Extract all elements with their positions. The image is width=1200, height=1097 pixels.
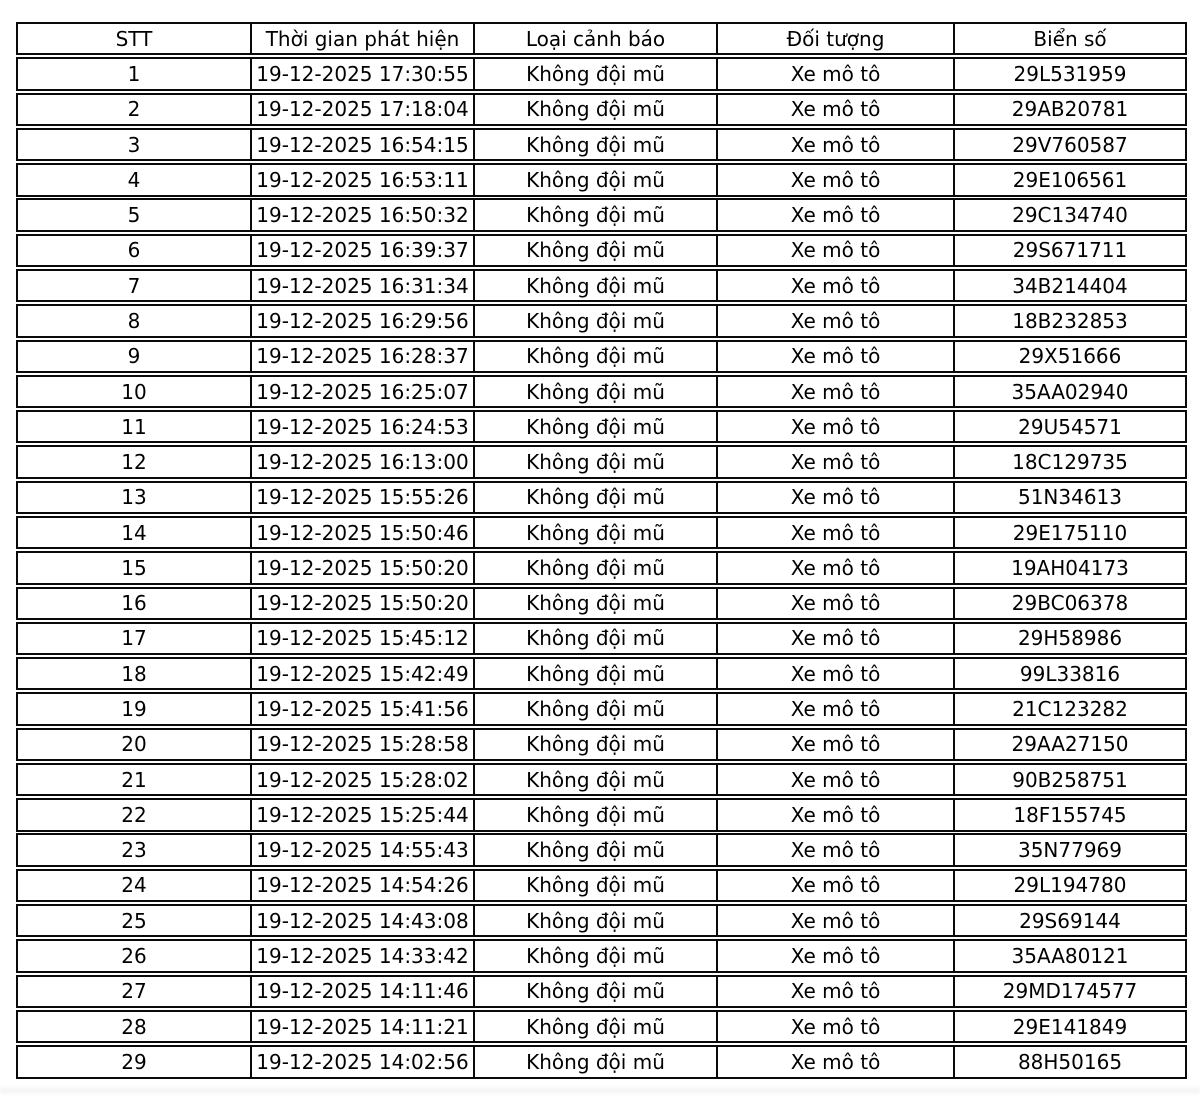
- cell-time: 19-12-2025 16:39:37: [252, 236, 475, 265]
- cell-plate: 88H50165: [1017, 1049, 1123, 1074]
- cell-time: 19-12-2025 15:42:49: [252, 659, 475, 688]
- cell-warning: Không đội mũ: [475, 59, 718, 88]
- cell-plate: 29BC06378: [1011, 591, 1129, 616]
- cell-warning: Không đội mũ: [475, 977, 718, 1006]
- table-row: [16, 234, 1187, 267]
- cell-object: Xe mô tô: [718, 1047, 955, 1076]
- cell-stt: 18: [18, 659, 252, 688]
- cell-warning: Không đội mũ: [475, 1047, 718, 1076]
- cell-time: 19-12-2025 17:30:55: [252, 59, 475, 88]
- cell-warning: Không đội mũ: [475, 553, 718, 582]
- table-row: [16, 163, 1187, 196]
- cell-plate: 29AB20781: [1011, 97, 1129, 122]
- cell-time: 19-12-2025 15:25:44: [252, 800, 475, 829]
- header-warning: Loại cảnh báo: [475, 24, 718, 53]
- cell-plate: 99L33816: [1019, 661, 1121, 686]
- cell-stt: 5: [18, 200, 252, 229]
- table-row: [16, 57, 1187, 90]
- cell-warning: Không đội mũ: [475, 1012, 718, 1041]
- cell-warning: Không đội mũ: [475, 306, 718, 335]
- cell-time: 19-12-2025 16:29:56: [252, 306, 475, 335]
- violation-table-page: [16, 22, 1187, 1080]
- cell-warning: Không đội mũ: [475, 730, 718, 759]
- cell-plate: 35N77969: [1017, 838, 1123, 863]
- cell-plate: 29E141849: [1012, 1014, 1128, 1039]
- cell-time: 19-12-2025 17:18:04: [252, 95, 475, 124]
- cell-time: 19-12-2025 16:24:53: [252, 412, 475, 441]
- table-row: [16, 128, 1187, 161]
- cell-object: Xe mô tô: [718, 659, 955, 688]
- table-row: [16, 516, 1187, 549]
- cell-object: Xe mô tô: [718, 483, 955, 512]
- table-header-row: [16, 22, 1187, 55]
- cell-warning: Không đội mũ: [475, 624, 718, 653]
- table-row: [16, 304, 1187, 337]
- cell-object: Xe mô tô: [718, 130, 955, 159]
- cell-plate: 51N34613: [1017, 485, 1123, 510]
- cell-warning: Không đội mũ: [475, 165, 718, 194]
- cell-stt: 22: [18, 800, 252, 829]
- cell-plate: 29V760587: [1012, 132, 1128, 157]
- cell-time: 19-12-2025 14:55:43: [252, 835, 475, 864]
- cell-plate: 29U54571: [1018, 414, 1122, 439]
- violations-table: [16, 22, 1187, 1079]
- cell-warning: Không đội mũ: [475, 906, 718, 935]
- cell-plate: 29MD174577: [1002, 979, 1138, 1004]
- table-row: [16, 763, 1187, 796]
- cell-time: 19-12-2025 14:11:21: [252, 1012, 475, 1041]
- cell-time: 19-12-2025 14:02:56: [252, 1047, 475, 1076]
- cell-object: Xe mô tô: [718, 694, 955, 723]
- cell-plate: 21C123282: [1012, 697, 1128, 722]
- cell-object: Xe mô tô: [718, 871, 955, 900]
- cell-time: 19-12-2025 16:31:34: [252, 271, 475, 300]
- cell-plate: 19AH04173: [1011, 555, 1129, 580]
- table-row: [16, 1045, 1187, 1078]
- cell-warning: Không đội mũ: [475, 271, 718, 300]
- cell-object: Xe mô tô: [718, 800, 955, 829]
- table-body: [16, 57, 1187, 1078]
- cell-stt: 14: [18, 518, 252, 547]
- cell-stt: 24: [18, 871, 252, 900]
- cell-object: Xe mô tô: [718, 271, 955, 300]
- cell-time: 19-12-2025 15:45:12: [252, 624, 475, 653]
- cell-plate: 29S671711: [1012, 238, 1128, 263]
- cell-stt: 12: [18, 447, 252, 476]
- cell-plate: 29L194780: [1013, 873, 1127, 898]
- cell-time: 19-12-2025 14:11:46: [252, 977, 475, 1006]
- cell-object: Xe mô tô: [718, 95, 955, 124]
- cell-warning: Không đội mũ: [475, 800, 718, 829]
- header-stt: STT: [18, 24, 252, 53]
- cell-warning: Không đội mũ: [475, 377, 718, 406]
- cell-time: 19-12-2025 15:28:02: [252, 765, 475, 794]
- cell-object: Xe mô tô: [718, 518, 955, 547]
- table-row: [16, 798, 1187, 831]
- cell-warning: Không đội mũ: [475, 236, 718, 265]
- cell-stt: 13: [18, 483, 252, 512]
- bottom-scan-artifact: [0, 1088, 1200, 1093]
- table-row: [16, 692, 1187, 725]
- table-row: [16, 410, 1187, 443]
- cell-warning: Không đội mũ: [475, 589, 718, 618]
- cell-stt: 4: [18, 165, 252, 194]
- cell-warning: Không đội mũ: [475, 483, 718, 512]
- cell-object: Xe mô tô: [718, 447, 955, 476]
- table-row: [16, 375, 1187, 408]
- cell-stt: 3: [18, 130, 252, 159]
- cell-object: Xe mô tô: [718, 977, 955, 1006]
- cell-time: 19-12-2025 15:28:58: [252, 730, 475, 759]
- table-row: [16, 657, 1187, 690]
- table-row: [16, 622, 1187, 655]
- table-row: [16, 1010, 1187, 1043]
- header-time: Thời gian phát hiện: [252, 24, 475, 53]
- cell-time: 19-12-2025 16:53:11: [252, 165, 475, 194]
- cell-object: Xe mô tô: [718, 165, 955, 194]
- cell-plate: 29E106561: [1012, 167, 1128, 192]
- cell-stt: 17: [18, 624, 252, 653]
- cell-plate: 18B232853: [1012, 308, 1128, 333]
- cell-time: 19-12-2025 16:28:37: [252, 342, 475, 371]
- cell-plate: 18F155745: [1013, 802, 1127, 827]
- cell-object: Xe mô tô: [718, 236, 955, 265]
- cell-stt: 11: [18, 412, 252, 441]
- cell-warning: Không đội mũ: [475, 518, 718, 547]
- cell-stt: 26: [18, 941, 252, 970]
- cell-plate: 29AA27150: [1011, 732, 1129, 757]
- cell-stt: 10: [18, 377, 252, 406]
- cell-warning: Không đội mũ: [475, 694, 718, 723]
- cell-time: 19-12-2025 15:50:46: [252, 518, 475, 547]
- cell-object: Xe mô tô: [718, 377, 955, 406]
- cell-stt: 6: [18, 236, 252, 265]
- cell-time: 19-12-2025 14:54:26: [252, 871, 475, 900]
- cell-stt: 19: [18, 694, 252, 723]
- cell-stt: 1: [18, 59, 252, 88]
- cell-object: Xe mô tô: [718, 412, 955, 441]
- cell-plate: 18C129735: [1012, 450, 1128, 475]
- cell-warning: Không đội mũ: [475, 447, 718, 476]
- cell-object: Xe mô tô: [718, 906, 955, 935]
- cell-warning: Không đội mũ: [475, 95, 718, 124]
- cell-object: Xe mô tô: [718, 1012, 955, 1041]
- table-row: [16, 340, 1187, 373]
- cell-time: 19-12-2025 15:41:56: [252, 694, 475, 723]
- cell-object: Xe mô tô: [718, 553, 955, 582]
- table-row: [16, 93, 1187, 126]
- cell-stt: 2: [18, 95, 252, 124]
- cell-object: Xe mô tô: [718, 835, 955, 864]
- cell-time: 19-12-2025 15:50:20: [252, 589, 475, 618]
- cell-plate: 90B258751: [1012, 767, 1128, 792]
- cell-stt: 29: [18, 1047, 252, 1076]
- cell-stt: 21: [18, 765, 252, 794]
- cell-warning: Không đội mũ: [475, 835, 718, 864]
- cell-stt: 28: [18, 1012, 252, 1041]
- cell-time: 19-12-2025 15:50:20: [252, 553, 475, 582]
- cell-warning: Không đội mũ: [475, 200, 718, 229]
- cell-object: Xe mô tô: [718, 765, 955, 794]
- table-row: [16, 481, 1187, 514]
- cell-warning: Không đội mũ: [475, 130, 718, 159]
- cell-plate: 29S69144: [1019, 908, 1121, 933]
- cell-time: 19-12-2025 16:13:00: [252, 447, 475, 476]
- table-row: [16, 904, 1187, 937]
- cell-stt: 27: [18, 977, 252, 1006]
- cell-stt: 7: [18, 271, 252, 300]
- cell-plate: 29L531959: [1013, 61, 1127, 86]
- cell-warning: Không đội mũ: [475, 412, 718, 441]
- cell-stt: 8: [18, 306, 252, 335]
- header-plate: Biển số: [1033, 26, 1107, 51]
- table-row: [16, 833, 1187, 866]
- table-row: [16, 869, 1187, 902]
- table-row: [16, 269, 1187, 302]
- cell-time: 19-12-2025 15:55:26: [252, 483, 475, 512]
- cell-stt: 9: [18, 342, 252, 371]
- cell-object: Xe mô tô: [718, 200, 955, 229]
- cell-time: 19-12-2025 14:43:08: [252, 906, 475, 935]
- cell-object: Xe mô tô: [718, 730, 955, 759]
- table-row: [16, 728, 1187, 761]
- table-row: [16, 587, 1187, 620]
- cell-plate: 35AA80121: [1011, 944, 1129, 968]
- cell-warning: Không đội mũ: [475, 941, 718, 970]
- cell-stt: 16: [18, 589, 252, 618]
- cell-time: 19-12-2025 16:25:07: [252, 377, 475, 406]
- cell-stt: 25: [18, 906, 252, 935]
- cell-stt: 15: [18, 553, 252, 582]
- cell-plate: 29H58986: [1017, 626, 1123, 651]
- table-row: [16, 551, 1187, 584]
- cell-plate: 35AA02940: [1011, 379, 1129, 404]
- table-row: [16, 445, 1187, 478]
- cell-time: 19-12-2025 14:33:42: [252, 941, 475, 970]
- cell-stt: 23: [18, 835, 252, 864]
- cell-warning: Không đội mũ: [475, 342, 718, 371]
- cell-stt: 20: [18, 730, 252, 759]
- cell-object: Xe mô tô: [718, 306, 955, 335]
- cell-object: Xe mô tô: [718, 59, 955, 88]
- cell-plate: 29C134740: [1012, 203, 1128, 228]
- header-object: Đối tượng: [718, 24, 955, 53]
- cell-warning: Không đội mũ: [475, 871, 718, 900]
- cell-object: Xe mô tô: [718, 342, 955, 371]
- cell-plate: 34B214404: [1012, 273, 1128, 298]
- cell-object: Xe mô tô: [718, 624, 955, 653]
- cell-object: Xe mô tô: [718, 589, 955, 618]
- table-row: [16, 198, 1187, 231]
- cell-warning: Không đội mũ: [475, 659, 718, 688]
- cell-time: 19-12-2025 16:54:15: [252, 130, 475, 159]
- table-row: [16, 975, 1187, 1008]
- cell-warning: Không đội mũ: [475, 765, 718, 794]
- cell-object: Xe mô tô: [718, 941, 955, 970]
- cell-plate: 29X51666: [1018, 344, 1122, 369]
- cell-time: 19-12-2025 16:50:32: [252, 200, 475, 229]
- cell-plate: 29E175110: [1012, 520, 1128, 545]
- table-row: [16, 939, 1187, 972]
